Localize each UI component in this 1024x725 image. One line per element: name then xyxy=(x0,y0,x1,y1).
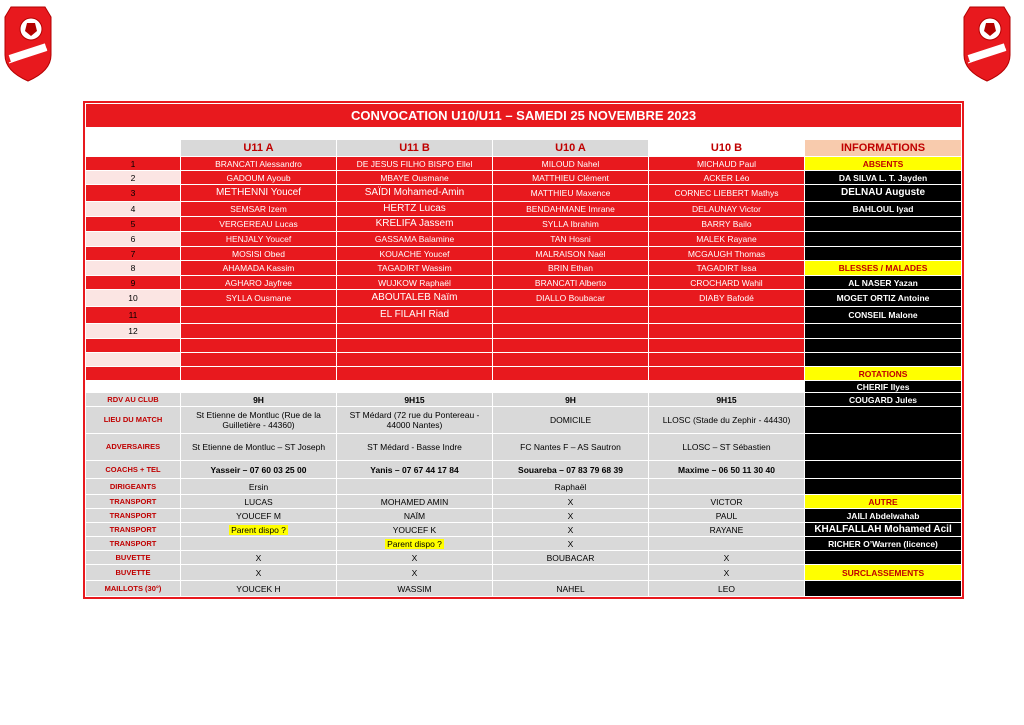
detail-label: MAILLOTS (30°) xyxy=(86,581,181,597)
info-cell: SURCLASSEMENTS xyxy=(805,565,962,581)
info-cell xyxy=(805,434,962,461)
player-u11b: SAÏDI Mohamed-Amin xyxy=(337,185,493,202)
player-u10b: DIABY Bafodé xyxy=(649,290,805,307)
detail-label: TRANSPORT xyxy=(86,509,181,523)
detail-u10b: VICTOR xyxy=(649,495,805,509)
detail-u10a: X xyxy=(493,509,649,523)
empty-cell xyxy=(337,353,493,367)
info-cell xyxy=(805,324,962,339)
detail-u10b: RAYANE xyxy=(649,523,805,537)
detail-u10a: NAHEL xyxy=(493,581,649,597)
filler-row xyxy=(86,339,962,353)
player-u10b: CROCHARD Wahil xyxy=(649,276,805,290)
column-header-u10a: U10 A xyxy=(493,140,649,157)
info-cell xyxy=(805,479,962,495)
info-cell: AL NASER Yazan xyxy=(805,276,962,290)
detail-u11a: St Etienne de Montluc (Rue de la Guilletière - 44360) xyxy=(181,407,337,434)
detail-u10b: X xyxy=(649,551,805,565)
player-row xyxy=(86,185,962,202)
row-number: 5 xyxy=(86,217,181,232)
row-number: 11 xyxy=(86,307,181,324)
info-cell: BLESSES / MALADES xyxy=(805,261,962,276)
info-cell xyxy=(805,232,962,247)
player-row xyxy=(86,217,962,232)
row-number: 4 xyxy=(86,202,181,217)
detail-u11b: X xyxy=(337,565,493,581)
detail-u10b xyxy=(649,537,805,551)
player-u11b: HERTZ Lucas xyxy=(337,202,493,217)
player-u11b: DE JESUS FILHO BISPO Ellel xyxy=(337,157,493,171)
info-cell: AUTRE xyxy=(805,495,962,509)
detail-u11a: X xyxy=(181,551,337,565)
row-number: 2 xyxy=(86,171,181,185)
player-u11a xyxy=(181,324,337,339)
detail-u10a: X xyxy=(493,495,649,509)
detail-u11b: ST Médard - Basse Indre xyxy=(337,434,493,461)
detail-u11a: Ersin xyxy=(181,479,337,495)
player-u10a: BRIN Ethan xyxy=(493,261,649,276)
row-number xyxy=(86,339,181,353)
info-cell: CONSEIL Malone xyxy=(805,307,962,324)
player-u11b: EL FILAHI Riad xyxy=(337,307,493,324)
player-u11a: MOSISI Obed xyxy=(181,247,337,261)
column-header-row xyxy=(86,140,962,157)
empty-cell xyxy=(493,367,649,381)
player-row xyxy=(86,171,962,185)
detail-row xyxy=(86,495,962,509)
detail-u11a: X xyxy=(181,565,337,581)
detail-u10a: X xyxy=(493,537,649,551)
detail-row xyxy=(86,434,962,461)
detail-u11a: St Etienne de Montluc – ST Joseph xyxy=(181,434,337,461)
info-cell xyxy=(805,339,962,353)
detail-label: BUVETTE xyxy=(86,551,181,565)
player-u11a: BRANCATI Alessandro xyxy=(181,157,337,171)
detail-u11b: X xyxy=(337,551,493,565)
player-u10a: SYLLA Ibrahim xyxy=(493,217,649,232)
info-cell: ROTATIONS xyxy=(805,367,962,381)
empty-cell xyxy=(649,339,805,353)
info-cell: DA SILVA L. T. Jayden xyxy=(805,171,962,185)
detail-row xyxy=(86,551,962,565)
row-number: 6 xyxy=(86,232,181,247)
detail-u10a: X xyxy=(493,523,649,537)
empty-cell xyxy=(493,353,649,367)
detail-u10b: 9H15 xyxy=(649,393,805,407)
detail-u10a: Souareba – 07 83 79 68 39 xyxy=(493,461,649,479)
info-cell: DELNAU Auguste xyxy=(805,185,962,202)
info-cell xyxy=(805,247,962,261)
player-u11a: AHAMADA Kassim xyxy=(181,261,337,276)
spacer-row xyxy=(86,128,962,140)
detail-u10b xyxy=(649,479,805,495)
player-u10a: MALRAISON Naël xyxy=(493,247,649,261)
column-header-u11a: U11 A xyxy=(181,140,337,157)
player-u10b: BARRY Bailo xyxy=(649,217,805,232)
player-u10a xyxy=(493,307,649,324)
detail-u11a: 9H xyxy=(181,393,337,407)
player-u10a: MATTHIEU Maxence xyxy=(493,185,649,202)
parent-dispo-highlight: Parent dispo ? xyxy=(387,538,442,549)
row-number: 3 xyxy=(86,185,181,202)
detail-u11a xyxy=(181,523,337,537)
info-cell: COUGARD Jules xyxy=(805,393,962,407)
info-cell xyxy=(805,217,962,232)
detail-u10b: Maxime – 06 50 11 30 40 xyxy=(649,461,805,479)
player-u10b: MICHAUD Paul xyxy=(649,157,805,171)
empty-cell xyxy=(649,381,805,393)
column-header-informations: INFORMATIONS xyxy=(805,140,962,157)
row-number: 9 xyxy=(86,276,181,290)
player-u11a: SEMSAR Izem xyxy=(181,202,337,217)
detail-u10b: LLOSC – ST Sébastien xyxy=(649,434,805,461)
row-number xyxy=(86,353,181,367)
detail-u11b xyxy=(337,479,493,495)
detail-label: TRANSPORT xyxy=(86,495,181,509)
player-u11b: KOUACHE Youcef xyxy=(337,247,493,261)
detail-u11b xyxy=(337,537,493,551)
detail-row xyxy=(86,509,962,523)
player-row xyxy=(86,290,962,307)
row-number xyxy=(86,367,181,381)
player-u11a: AGHARO Jayfree xyxy=(181,276,337,290)
detail-u11b: Yanis – 07 67 44 17 84 xyxy=(337,461,493,479)
player-u10a: MILOUD Nahel xyxy=(493,157,649,171)
detail-row xyxy=(86,537,962,551)
detail-label: TRANSPORT xyxy=(86,523,181,537)
parent-dispo-highlight: Parent dispo ? xyxy=(231,524,286,535)
player-u10b: ACKER Léo xyxy=(649,171,805,185)
player-u10a: BRANCATI Alberto xyxy=(493,276,649,290)
player-u10b: TAGADIRT Issa xyxy=(649,261,805,276)
detail-u10b: LEO xyxy=(649,581,805,597)
detail-label: TRANSPORT xyxy=(86,537,181,551)
detail-u10a: BOUBACAR xyxy=(493,551,649,565)
player-row xyxy=(86,261,962,276)
club-logo-left xyxy=(3,5,53,83)
player-u10b: MALEK Rayane xyxy=(649,232,805,247)
player-u11b: ABOUTALEB Naïm xyxy=(337,290,493,307)
detail-u11a: YOUCEK H xyxy=(181,581,337,597)
player-u10a: TAN Hosni xyxy=(493,232,649,247)
row-number xyxy=(86,381,181,393)
row-number: 10 xyxy=(86,290,181,307)
club-logo-right xyxy=(962,5,1012,83)
player-u10a: MATTHIEU Clément xyxy=(493,171,649,185)
info-cell: BAHLOUL Iyad xyxy=(805,202,962,217)
player-u11a: METHENNI Youcef xyxy=(181,185,337,202)
player-u10a xyxy=(493,324,649,339)
player-u11b: MBAYE Ousmane xyxy=(337,171,493,185)
detail-u11a xyxy=(181,537,337,551)
info-cell xyxy=(805,353,962,367)
row-number: 7 xyxy=(86,247,181,261)
empty-cell xyxy=(493,381,649,393)
detail-u11b: YOUCEF K xyxy=(337,523,493,537)
empty-cell xyxy=(181,339,337,353)
player-u11a: HENJALY Youcef xyxy=(181,232,337,247)
info-cell xyxy=(805,551,962,565)
detail-u10b: PAUL xyxy=(649,509,805,523)
empty-cell xyxy=(337,367,493,381)
detail-u10a: 9H xyxy=(493,393,649,407)
detail-row xyxy=(86,581,962,597)
detail-label: DIRIGEANTS xyxy=(86,479,181,495)
player-u11a: VERGEREAU Lucas xyxy=(181,217,337,232)
player-row xyxy=(86,324,962,339)
detail-label: LIEU DU MATCH xyxy=(86,407,181,434)
info-cell xyxy=(805,407,962,434)
empty-cell xyxy=(337,339,493,353)
player-u10a: BENDAHMANE Imrane xyxy=(493,202,649,217)
empty-cell xyxy=(493,339,649,353)
player-u11a: GADOUM Ayoub xyxy=(181,171,337,185)
player-u11a: SYLLA Ousmane xyxy=(181,290,337,307)
detail-u11b: ST Médard (72 rue du Pontereau - 44000 Nantes) xyxy=(337,407,493,434)
player-row xyxy=(86,307,962,324)
page-title: CONVOCATION U10/U11 – SAMEDI 25 NOVEMBRE 2023 xyxy=(86,104,962,128)
player-row xyxy=(86,157,962,171)
convocation-table xyxy=(85,103,962,597)
player-u11b: KRELIFA Jassem xyxy=(337,217,493,232)
info-cell: RICHER O’Warren (licence) xyxy=(805,537,962,551)
info-cell xyxy=(805,581,962,597)
player-u10b: MCGAUGH Thomas xyxy=(649,247,805,261)
player-u10a: DIALLO Boubacar xyxy=(493,290,649,307)
player-u10b xyxy=(649,307,805,324)
detail-row xyxy=(86,565,962,581)
filler-row xyxy=(86,367,962,381)
detail-u10a: FC Nantes F – AS Sautron xyxy=(493,434,649,461)
info-cell xyxy=(805,461,962,479)
empty-cell xyxy=(181,381,337,393)
player-u11a xyxy=(181,307,337,324)
detail-u10a: Raphaël xyxy=(493,479,649,495)
filler-row xyxy=(86,353,962,367)
empty-cell xyxy=(337,381,493,393)
column-header-u10b: U10 B xyxy=(649,140,805,157)
detail-u11a: LUCAS xyxy=(181,495,337,509)
player-u10b: DELAUNAY Victor xyxy=(649,202,805,217)
player-row xyxy=(86,202,962,217)
row-number: 12 xyxy=(86,324,181,339)
player-u11b: WUJKOW Raphaël xyxy=(337,276,493,290)
info-cell: JAILI Abdelwahab xyxy=(805,509,962,523)
row-number: 1 xyxy=(86,157,181,171)
player-u10b xyxy=(649,324,805,339)
detail-u11b: NAÏM xyxy=(337,509,493,523)
detail-row xyxy=(86,461,962,479)
detail-u10a xyxy=(493,565,649,581)
detail-u10b: LLOSC (Stade du Zephir - 44430) xyxy=(649,407,805,434)
player-row xyxy=(86,276,962,290)
detail-u11a: Yasseir – 07 60 03 25 00 xyxy=(181,461,337,479)
detail-u10b: X xyxy=(649,565,805,581)
player-u11b xyxy=(337,324,493,339)
info-cell: ABSENTS xyxy=(805,157,962,171)
player-u11b: GASSAMA Balamine xyxy=(337,232,493,247)
detail-row xyxy=(86,407,962,434)
detail-u10a: DOMICILE xyxy=(493,407,649,434)
detail-u11a: YOUCEF M xyxy=(181,509,337,523)
filler-row xyxy=(86,381,962,393)
corner-cell xyxy=(86,140,181,157)
detail-label: RDV AU CLUB xyxy=(86,393,181,407)
detail-u11b: 9H15 xyxy=(337,393,493,407)
empty-cell xyxy=(181,367,337,381)
detail-label: COACHS + TEL xyxy=(86,461,181,479)
player-row xyxy=(86,247,962,261)
detail-label: ADVERSAIRES xyxy=(86,434,181,461)
player-row xyxy=(86,232,962,247)
empty-cell xyxy=(649,353,805,367)
info-cell: KHALFALLAH Mohamed Acil xyxy=(805,523,962,537)
detail-row xyxy=(86,393,962,407)
row-number: 8 xyxy=(86,261,181,276)
player-u11b: TAGADIRT Wassim xyxy=(337,261,493,276)
detail-row xyxy=(86,479,962,495)
column-header-u11b: U11 B xyxy=(337,140,493,157)
detail-u11b: MOHAMED AMIN xyxy=(337,495,493,509)
detail-label: BUVETTE xyxy=(86,565,181,581)
info-cell: MOGET ORTIZ Antoine xyxy=(805,290,962,307)
empty-cell xyxy=(649,367,805,381)
player-u10b: CORNEC LIEBERT Mathys xyxy=(649,185,805,202)
info-cell: CHERIF Ilyes xyxy=(805,381,962,393)
empty-cell xyxy=(181,353,337,367)
detail-row xyxy=(86,523,962,537)
detail-u11b: WASSIM xyxy=(337,581,493,597)
